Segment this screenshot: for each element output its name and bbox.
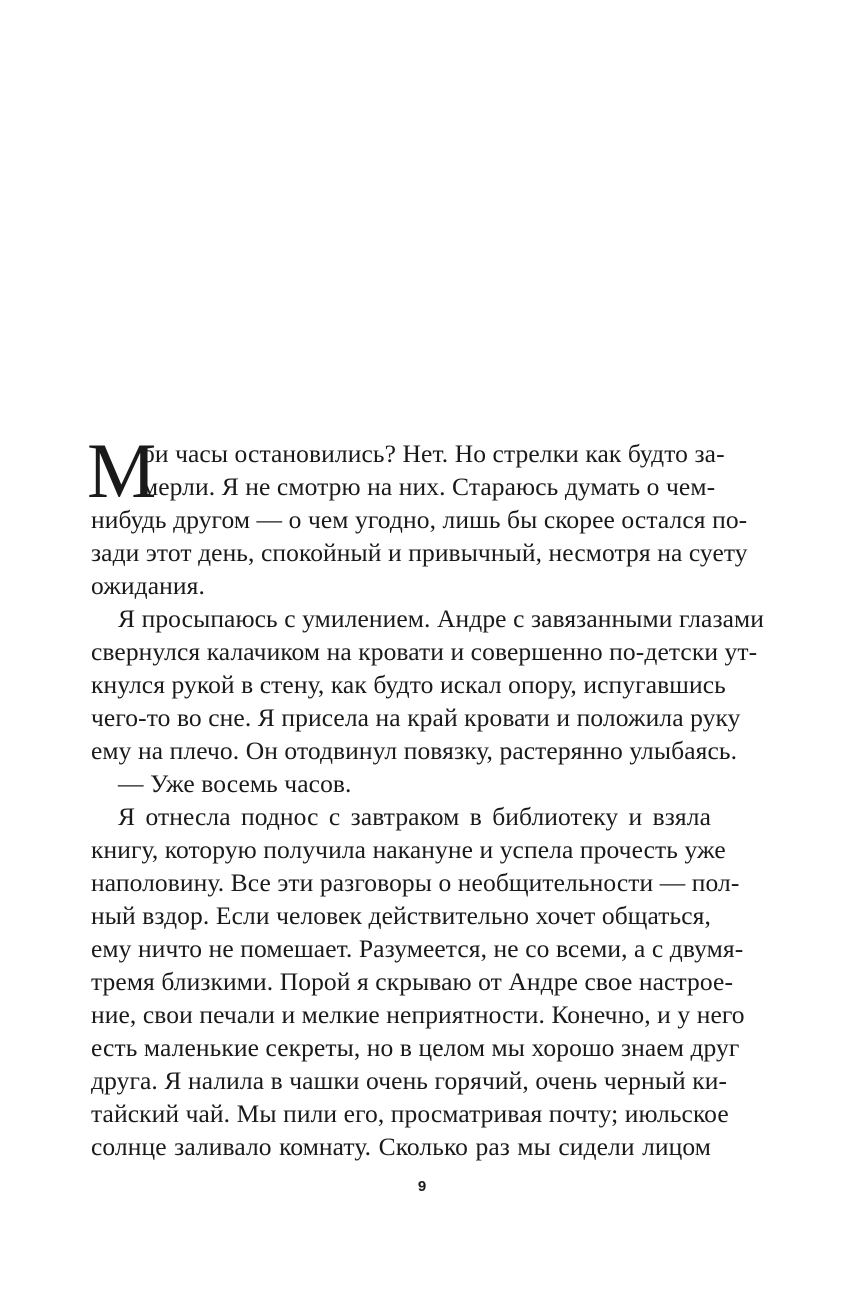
text-line: тремя близкими. Порой я скрываю от Андре свое настрое-	[91, 967, 734, 996]
drop-cap: М	[87, 427, 157, 514]
text-line: наполовину. Все эти разговоры о необщительности — пол-	[91, 868, 740, 897]
text-line: Я отнесла поднос с завтраком в библиотеку и взяла	[118, 802, 711, 831]
text-line: кнулся рукой в стену, как будто искал опору, испугавшись	[91, 670, 726, 699]
text-line: тайский чай. Мы пили его, просматривая почту; июльское	[91, 1099, 729, 1128]
page-number: 9	[417, 1178, 427, 1195]
text-line: есть маленькие секреты, но в целом мы хорошо знаем друг	[91, 1033, 740, 1062]
text-line: ожидания.	[91, 571, 205, 600]
text-line: Я просыпаюсь с умилением. Андре с завязанными глазами	[118, 604, 765, 633]
text-line: ему на плечо. Он отодвинул повязку, растерянно улыбаясь.	[91, 736, 738, 765]
text-line: друга. Я налила в чашки очень горячий, очень черный ки-	[91, 1066, 728, 1095]
text-line: мерли. Я не смотрю на них. Стараюсь думать о чем-	[142, 472, 716, 501]
text-line: книгу, которую получила накануне и успела прочесть уже	[91, 835, 726, 864]
text-line: зади этот день, спокойный и привычный, несмотря на суету	[91, 538, 748, 567]
text-line: нибудь другом — о чем угодно, лишь бы скорее остался по-	[91, 505, 748, 534]
text-line: ный вздор. Если человек действительно хочет общаться,	[91, 901, 711, 930]
text-line: свернулся калачиком на кровати и совершенно по-детски ут-	[91, 637, 758, 666]
text-line: — Уже восемь часов.	[118, 769, 352, 798]
text-line: чего-то во сне. Я присела на край кровати и положила руку	[91, 703, 741, 732]
text-line: ему ничто не помешает. Разумеется, не со всеми, а с двумя-	[91, 934, 744, 963]
text-line: ние, свои печали и мелкие неприятности. Конечно, и у него	[91, 1000, 745, 1029]
text-line: солнце заливало комнату. Сколько раз мы сидели лицом	[91, 1132, 711, 1161]
text-line: ои часы остановились? Нет. Но стрелки как будто за-	[142, 439, 725, 468]
